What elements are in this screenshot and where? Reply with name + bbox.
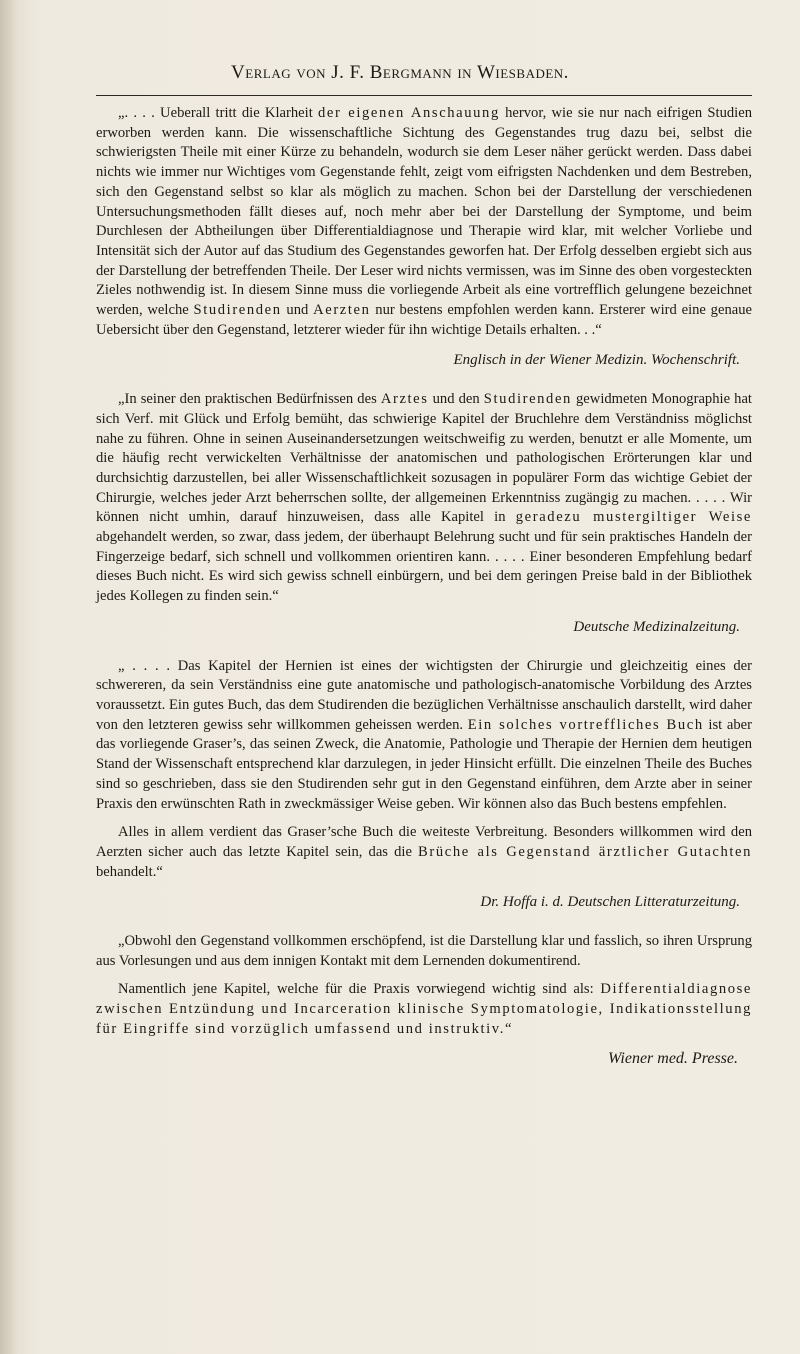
review-wiener-medizin-source: Englisch in der Wiener Medizin. Wochenschrift. [453, 352, 740, 369]
reviews-body [96, 104, 752, 1087]
publisher-header: Verlag von J. F. Bergmann in Wiesbaden. [231, 62, 569, 83]
review-wiener-presse-text-1: „Obwohl den Gegenstand vollkommen erschöpfend, ist die Darstellung klar und fasslich, so ihren Ursprung aus Vorlesungen und aus dem innigen Kontakt mit dem Lernenden dokumentirend. [96, 933, 752, 969]
review-litteraturzeitung-text-1: „ . . . . Das Kapitel der Hernien ist eines der wichtigsten der Chirurgie und gleichzeitig eines der schwereren, da sein Verständniss eine gute anatomische und pathologisch-anatomische Vorbildung des Arztes voraussetzt. Ein gutes Buch, das dem Studirenden die bezüglichen Verhältnisse anschaulich darstellt, wird daher von den letzteren gewiss sehr willkommen geheissen werden. Ein solches vortreffliches Buch ist aber das vorliegende Graser’s, das seinen Zweck, die Anatomie, Pathologie und Therapie der Hernien dem heutigen Stand der Wissenschaft entsprechend klar darzulegen, in jeder Hinsicht erfüllt. Die einzelnen Theile des Buches sind so geschrieben, dass sie den Studirenden sehr gut in den Gegenstand einführen, dem Arzte aber in seiner Praxis den erwünschten Rath in zweckmässiger Weise geben. Wir können also das Buch bestens empfehlen. [96, 657, 752, 812]
review-wiener-medizin-text: „. . . . Ueberall tritt die Klarheit der eigenen Anschauung hervor, wie sie nur nach eifrigen Studien erworben werden kann. Die wissenschaftliche Sichtung des Gegenstandes trug dazu bei, selbst die schwierigsten Theile mit einer Kürze zu behandeln, wodurch sie dem Leser näher gerückt werden. Dass dabei nichts wie immer nur Wichtiges vom Gegenstande fehlt, zeigt vom eifrigsten Nachdenken und dem Bestreben, sich den Gegenstand selbst so klar als möglich zu machen. Schon bei der Darstellung der verschiedenen Untersuchungsmethoden fällt dieses auf, noch mehr aber bei der Darstellung der Symptome, und beim Durchlesen der Abtheilungen über Differentialdiagnose und Therapie wird klar, mit welcher Vorliebe und Intensität sich der Autor auf das Studium des Gegenstandes geworfen hat. Der Erfolg desselben ergiebt sich aus der Darstellung der betreffenden Theile. Der Leser wird nichts vermissen, was im Sinne des oben vorgesteckten Zieles nothwendig ist. In diesem Sinne muss die vorliegende Arbeit als eine vortrefflich gelungene bezeichnet werden, welche Studirenden und Aerzten nur bestens empfohlen werden kann. Ersterer wird eine genaue Uebersicht über den Gegenstand, letzterer wieder für ihn wichtige Details erhalten. . .“ [96, 105, 753, 338]
header-rule [96, 95, 752, 96]
review-litteraturzeitung-source: Dr. Hoffa i. d. Deutschen Litteraturzeitung. [480, 894, 740, 911]
review-wiener-presse-source: Wiener med. Presse. [607, 1049, 738, 1067]
review-deutsche-medizinalzeitung-source: Deutsche Medizinalzeitung. [573, 618, 740, 635]
review-wiener-presse-text-2: Namentlich jene Kapitel, welche für die Praxis vorwiegend wichtig sind als: Differentialdiagnose zwischen Entzündung und Incarceration klinische Symptomatologie, Indikationsstellung für Eingriffe sind vorzüglich umfassend und instruktiv.“ [96, 981, 752, 1037]
review-deutsche-medizinalzeitung-text: „In seiner den praktischen Bedürfnissen des Arztes und den Studirenden gewidmeten Monographie hat sich Verf. mit Glück und Erfolg bemüht, das schwierige Kapitel der Bruchlehre dem Verständniss möglichst nahe zu führen. Ohne in seinen Auseinandersetzungen weitschweifig zu werden, benutzt er alle Momente, um die häufig recht verwickelten Verhältnisse der anatomischen und pathologischen Erörterungen klar und durchsichtig darzustellen, bei aller Wissenschaftlichkeit sozusagen in populärer Form das wichtige Gebiet der Chirurgie, welches jeder Arzt beherrschen sollte, der allgemeinen Erkenntniss zugängig zu machen. . . . . Wir können nicht umhin, darauf hinzuweisen, dass alle Kapitel in geradezu mustergiltiger Weise abgehandelt werden, so zwar, dass jedem, der überhaupt Belehrung sucht und für sein praktisches Handeln der Fingerzeige bedarf, sich schnell und vollkommen orientiren kann. . . . . Einer besonderen Empfehlung bedarf dieses Buch nicht. Es wird sich gewiss schnell einbürgern, und bei dem geringen Preise bald in der Bibliothek jedes Kollegen zu finden sein.“ [96, 391, 752, 605]
review-litteraturzeitung-text-2: Alles in allem verdient das Graser’sche Buch die weiteste Verbreitung. Besonders willkommen wird den Aerzten sicher auch das letzte Kapitel sein, das die Brüche als Gegenstand ärztlicher Gutachten behandelt.“ [96, 824, 753, 880]
